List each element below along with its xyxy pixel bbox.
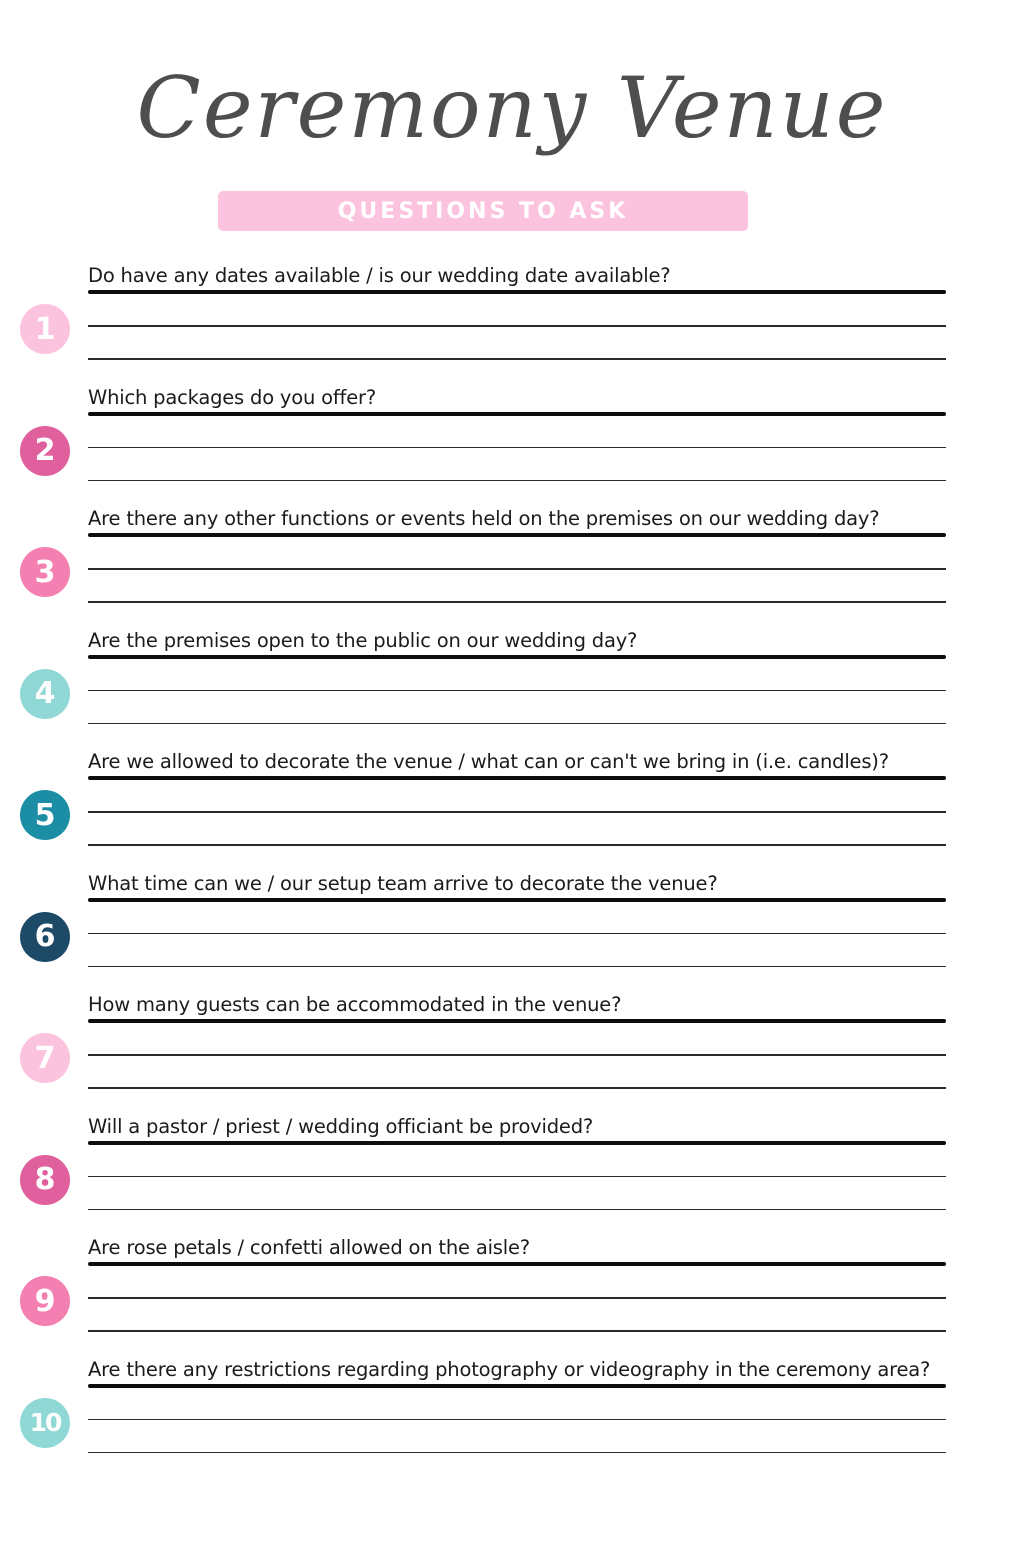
answer-line[interactable] bbox=[88, 966, 946, 968]
section-banner-label: QUESTIONS TO ASK bbox=[337, 198, 629, 224]
answer-line[interactable] bbox=[88, 358, 946, 360]
section-banner bbox=[218, 191, 748, 231]
answer-line[interactable] bbox=[88, 568, 946, 570]
question-item bbox=[0, 1348, 1024, 1468]
answer-line[interactable] bbox=[88, 723, 946, 725]
question-underline bbox=[88, 898, 946, 902]
question-item bbox=[0, 254, 1024, 374]
question-number-badge: 10 bbox=[20, 1398, 70, 1448]
question-underline bbox=[88, 1141, 946, 1145]
question-text: Are there any restrictions regarding photography or videography in the ceremony area? bbox=[88, 1357, 931, 1381]
question-text: Will a pastor / priest / wedding officiant be provided? bbox=[88, 1114, 594, 1138]
answer-line[interactable] bbox=[88, 601, 946, 603]
question-underline bbox=[88, 533, 946, 537]
question-underline bbox=[88, 776, 946, 780]
question-number-badge: 5 bbox=[20, 790, 70, 840]
question-item bbox=[0, 497, 1024, 617]
question-text: Are rose petals / confetti allowed on the aisle? bbox=[88, 1236, 530, 1259]
question-item bbox=[0, 983, 1024, 1103]
answer-line[interactable] bbox=[88, 1209, 946, 1211]
question-item bbox=[0, 619, 1024, 739]
page-title: Ceremony Venue bbox=[136, 59, 888, 157]
answer-line[interactable] bbox=[88, 690, 946, 692]
answer-line[interactable] bbox=[88, 1419, 946, 1421]
question-text: Are there any other functions or events held on the premises on our wedding day? bbox=[88, 507, 880, 530]
question-underline bbox=[88, 655, 946, 659]
answer-line[interactable] bbox=[88, 1452, 946, 1454]
question-underline bbox=[88, 1262, 946, 1266]
question-number-badge: 6 bbox=[20, 912, 70, 962]
answer-line[interactable] bbox=[88, 933, 946, 935]
answer-line[interactable] bbox=[88, 1087, 946, 1089]
question-text: How many guests can be accommodated in the venue? bbox=[88, 993, 622, 1016]
answer-line[interactable] bbox=[88, 1297, 946, 1299]
answer-line[interactable] bbox=[88, 480, 946, 482]
question-text: Are we allowed to decorate the venue / what can or can't we bring in (i.e. candles)? bbox=[88, 750, 889, 773]
answer-line[interactable] bbox=[88, 325, 946, 327]
question-number-badge: 4 bbox=[20, 669, 70, 719]
question-text: Which packages do you offer? bbox=[88, 385, 376, 409]
answer-line[interactable] bbox=[88, 811, 946, 813]
question-underline bbox=[88, 1019, 946, 1023]
question-number-badge: 9 bbox=[20, 1276, 70, 1326]
question-text: Do have any dates available / is our wedding date available? bbox=[88, 264, 671, 287]
answer-line[interactable] bbox=[88, 1054, 946, 1056]
question-number-badge: 1 bbox=[20, 304, 70, 354]
answer-line[interactable] bbox=[88, 1330, 946, 1332]
question-item bbox=[0, 1105, 1024, 1225]
question-text: What time can we / our setup team arrive to decorate the venue? bbox=[88, 871, 718, 895]
question-underline bbox=[88, 412, 946, 416]
question-text: Are the premises open to the public on our wedding day? bbox=[88, 628, 638, 652]
question-item bbox=[0, 1226, 1024, 1346]
question-item bbox=[0, 740, 1024, 860]
question-item bbox=[0, 862, 1024, 982]
question-number-badge: 2 bbox=[20, 426, 70, 476]
question-underline bbox=[88, 290, 946, 294]
question-underline bbox=[88, 1384, 946, 1388]
question-number-badge: 3 bbox=[20, 547, 70, 597]
answer-line[interactable] bbox=[88, 1176, 946, 1178]
answer-line[interactable] bbox=[88, 844, 946, 846]
answer-line[interactable] bbox=[88, 447, 946, 449]
question-number-badge: 7 bbox=[20, 1033, 70, 1083]
question-number-badge: 8 bbox=[20, 1155, 70, 1205]
question-item bbox=[0, 376, 1024, 496]
